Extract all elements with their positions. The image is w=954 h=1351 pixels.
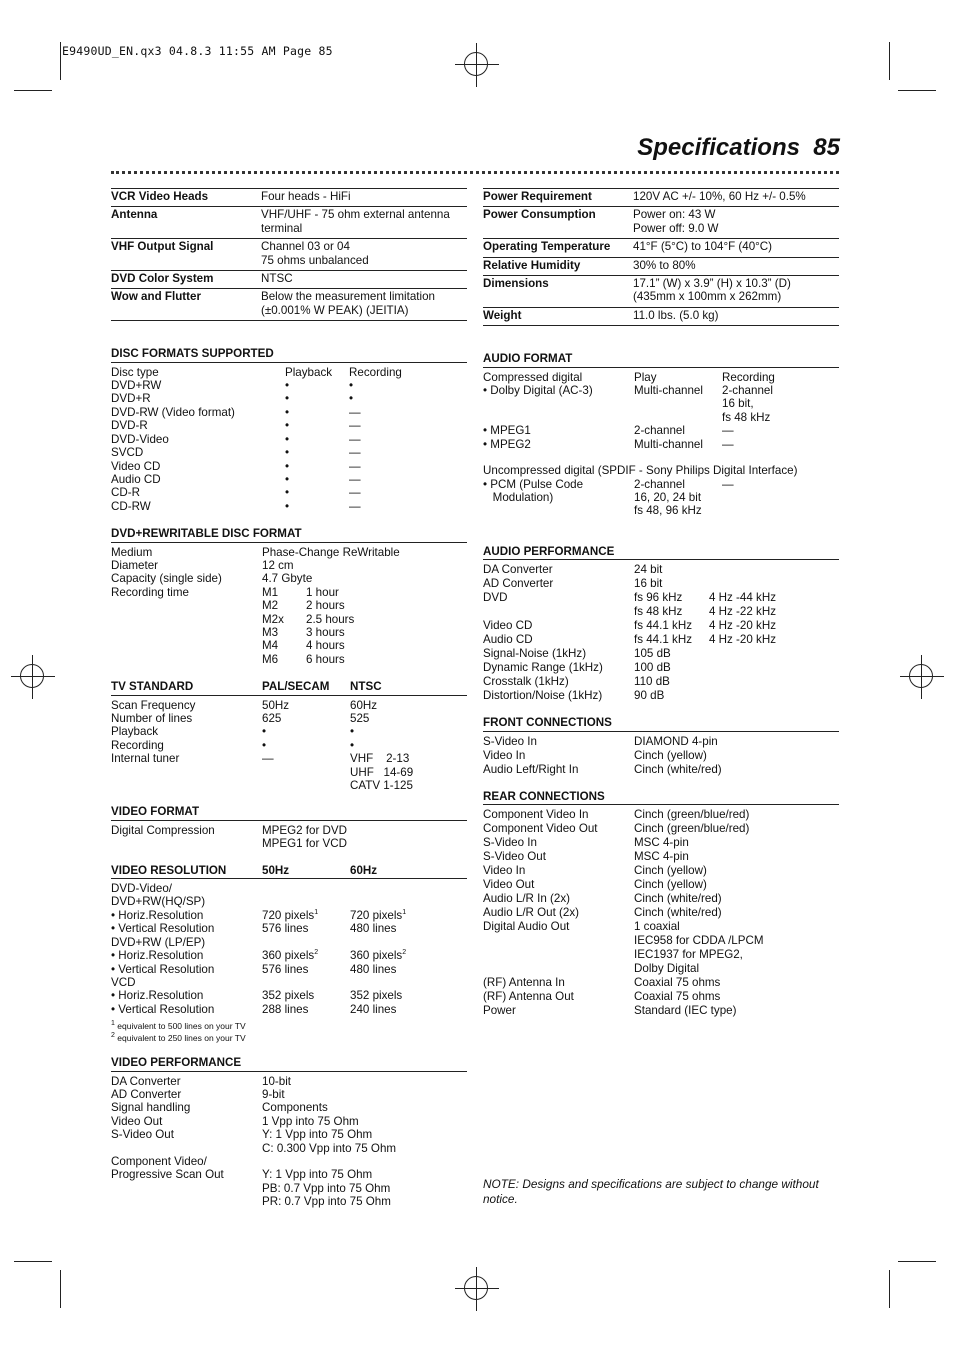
registration-mark-icon	[20, 664, 44, 688]
spec-row	[483, 207, 839, 239]
tv-labels: Scan Frequency Number of lines Playback Recording Internal tuner	[111, 698, 196, 766]
spec-row	[111, 207, 467, 239]
footnote: $^1$ equivalent to 500 lines on your TV	[111, 1020, 246, 1032]
spec-value: Channel 03 or 04 75 ohms unbalanced	[261, 240, 369, 267]
resolution-cell: • Vertical Resolution	[111, 922, 215, 936]
resolution-cell: 352 pixels	[350, 989, 403, 1003]
spec-label: Weight	[483, 308, 522, 322]
spec-value: 120V AC +/- 10%, 60 Hz +/- 0.5%	[633, 190, 806, 203]
rewritable-values: Phase-Change ReWritable 12 cm 4.7 Gbyte M1 M2 M2x M3 M4 M6	[262, 545, 400, 666]
resolution-cell: 720 pixels$^1$	[350, 908, 407, 922]
resolution-cell: 288 lines	[262, 1002, 309, 1016]
resolution-cell: 480 lines	[350, 962, 397, 976]
spec-label: Wow and Flutter	[111, 290, 201, 304]
video-format-label: Digital Compression	[111, 823, 215, 837]
resolution-cell: DVD+RW (LP/EP)	[111, 935, 206, 949]
resolution-row	[111, 922, 467, 935]
pcm-values: 2-channel 16, 20, 24 bit fs 48, 96 kHz	[634, 477, 702, 518]
resolution-cell: DVD-Video/	[111, 882, 173, 896]
heading-label: PAL/SECAM	[262, 680, 330, 694]
audio-performance-section	[483, 545, 839, 703]
spec-value: 41°F (5°C) to 104°F (40°C)	[633, 240, 773, 254]
resolution-cell	[262, 936, 350, 949]
power-specs-table	[483, 188, 839, 326]
recording-times: 1 hour 2 hours 2.5 hours 3 hours 4 hours 6 hours	[306, 585, 355, 666]
spec-row	[111, 271, 467, 289]
resolution-cell	[350, 895, 460, 908]
playback-list: Playback • • • • • • • • • •	[285, 365, 333, 513]
spec-label: Power Requirement	[483, 190, 592, 203]
pcm-recording: —	[722, 477, 734, 491]
crop-mark	[889, 42, 890, 80]
page-title: Specifications 85	[637, 134, 840, 161]
section-heading: VIDEO FORMAT	[111, 805, 467, 820]
section-heading	[111, 680, 467, 695]
spec-label: Power Consumption	[483, 208, 596, 222]
heading-label: TV STANDARD	[111, 680, 194, 694]
recording-list: Recording • • — — — — — — — —	[349, 365, 402, 513]
spec-value: 17.1” (W) x 3.9” (H) x 10.3” (D) (435mm x 100mm x 262mm)	[633, 277, 791, 304]
crop-mark	[14, 1261, 52, 1262]
spec-label: VHF Output Signal	[111, 240, 214, 254]
right-column	[483, 188, 839, 1018]
tv-standard-section	[111, 680, 467, 792]
rear-connection-labels: Component Video In Component Video Out S-Video In S-Video Out Video In Video Out Audio L/R In (2x) Audio L/R Out (2x) Digital Audio Out (RF) Antenna In (RF) Antenna Out Power	[483, 807, 598, 1017]
video-resolution-section	[111, 864, 467, 1044]
note-text: NOTE: Designs and specifications are subject to change without notice.	[483, 1177, 819, 1206]
resolution-cell: 720 pixels$^1$	[262, 908, 319, 922]
video-performance-section	[111, 1056, 467, 1208]
resolution-cell: • Vertical Resolution	[111, 1002, 215, 1016]
audio-format-section	[483, 352, 839, 517]
audio-format-labels: Compressed digital • Dolby Digital (AC-3) • MPEG1 • MPEG2	[483, 370, 593, 451]
registration-mark-icon	[464, 1276, 488, 1300]
resolution-cell	[262, 976, 350, 989]
resolution-cell: 480 lines	[350, 922, 397, 936]
spec-row	[483, 276, 839, 308]
spec-row	[111, 188, 467, 207]
section-heading: VIDEO PERFORMANCE	[111, 1056, 467, 1071]
crop-mark	[60, 1270, 61, 1308]
video-format-section	[111, 805, 467, 850]
crop-mark	[898, 1261, 936, 1262]
video-performance-values: 10-bit 9-bit Components 1 Vpp into 75 Ohm Y: 1 Vpp into 75 Ohm C: 0.300 Vpp into 75 Ohm Y: 1 Vpp into 75 Ohm PB: 0.7 Vpp into 75 Ohm PR: 0.7 Vpp into 75 Ohm	[262, 1074, 397, 1209]
heading-label: 50Hz	[262, 863, 290, 877]
rear-connections-section	[483, 790, 839, 1018]
resolution-cell	[350, 976, 460, 989]
rear-connection-values: Cinch (green/blue/red) Cinch (green/blue/red) MSC 4-pin MSC 4-pin Cinch (yellow) Cinch (yellow) Cinch (white/red) Cinch (white/red) 1 coaxial IEC958 for CDDA /LPCM IEC1937 for MPEG2, Dolby Digital Coaxial 75 ohms Coaxial 75 ohms Standard (IEC type)	[634, 807, 764, 1017]
footnote: $^2$ equivalent to 250 lines on your TV	[111, 1032, 246, 1044]
video-performance-labels: DA Converter AD Converter Signal handling Video Out S-Video Out Component Video/ Progressive Scan Out	[111, 1074, 224, 1182]
front-connection-labels: S-Video In Video In Audio Left/Right In	[483, 734, 579, 776]
resolution-row	[111, 1003, 467, 1016]
resolution-row	[111, 976, 467, 989]
spec-label: VCR Video Heads	[111, 190, 209, 203]
resolution-cell: 576 lines	[262, 922, 309, 936]
resolution-row	[111, 963, 467, 976]
resolution-cell: • Vertical Resolution	[111, 962, 215, 976]
resolution-cell: • Horiz.Resolution	[111, 989, 204, 1003]
uncompressed-label: Uncompressed digital (SPDIF - Sony Philips Digital Interface)	[483, 464, 798, 478]
pcm-label: • PCM (Pulse Code Modulation)	[483, 477, 584, 504]
section-heading: REAR CONNECTIONS	[483, 790, 839, 805]
dotted-rule	[111, 171, 839, 174]
resolution-cell: 576 lines	[262, 962, 309, 976]
resolution-cell: 240 lines	[350, 1002, 397, 1016]
heading-label: NTSC	[350, 680, 382, 694]
section-heading	[111, 864, 467, 879]
resolution-row	[111, 882, 467, 895]
spec-value: Power on: 43 W Power off: 9.0 W	[633, 208, 719, 235]
resolution-cell: VCD	[111, 975, 136, 989]
rewritable-labels: Medium Diameter Capacity (single side) Recording time	[111, 545, 222, 599]
front-connections-section	[483, 716, 839, 776]
spec-value: 11.0 lbs. (5.0 kg)	[633, 308, 719, 322]
registration-mark-icon	[464, 52, 488, 76]
resolution-cell	[350, 882, 460, 895]
audio-performance-values: 24 bit 16 bit fs 96 kHz fs 48 kHz fs 44.1 kHz fs 44.1 kHz 105 dB 100 dB 110 dB 90 dB	[634, 563, 692, 703]
spec-row	[483, 258, 839, 276]
crop-mark	[889, 1270, 890, 1308]
rewritable-section	[111, 527, 467, 666]
spec-value: Below the measurement limitation (±0.001% W PEAK) (JEITIA)	[261, 290, 435, 317]
spec-row	[111, 239, 467, 271]
spec-value: 30% to 80%	[633, 258, 696, 272]
resolution-cell: 360 pixels$^2$	[262, 949, 319, 963]
spec-row	[483, 239, 839, 257]
spec-value: Four heads - HiFi	[261, 190, 351, 203]
general-specs-table	[111, 188, 467, 321]
print-slug: E9490UD_EN.qx3 04.8.3 11:55 AM Page 85	[62, 44, 333, 58]
section-heading: DVD+REWRITABLE DISC FORMAT	[111, 527, 467, 542]
spec-label: Relative Humidity	[483, 258, 581, 272]
spec-row	[111, 289, 467, 321]
crop-mark	[60, 42, 61, 80]
resolution-cell: DVD+RW(HQ/SP)	[111, 895, 206, 909]
resolution-cell: 360 pixels$^2$	[350, 949, 407, 963]
disc-type-list: Disc type DVD+RW DVD+R DVD-RW (Video format) DVD-R DVD-Video SVCD Video CD Audio CD CD-R CD-RW	[111, 365, 235, 513]
heading-label: 60Hz	[350, 863, 378, 877]
section-heading: AUDIO PERFORMANCE	[483, 545, 839, 560]
spec-label: DVD Color System	[111, 272, 214, 286]
heading-label: VIDEO RESOLUTION	[111, 863, 227, 877]
play-values: Play Multi-channel 2-channel Multi-channel	[634, 370, 703, 451]
spec-value: VHF/UHF - 75 ohm external antenna terminal	[261, 208, 450, 235]
resolution-row	[111, 909, 467, 922]
resolution-row	[111, 949, 467, 962]
frequency-response: 4 Hz -44 kHz 4 Hz -22 kHz 4 Hz -20 kHz 4 Hz -20 kHz	[709, 591, 777, 647]
resolution-cell: 352 pixels	[262, 989, 315, 1003]
registration-mark-icon	[909, 664, 933, 688]
pal-values: 50Hz 625 • • —	[262, 698, 290, 766]
resolution-row	[111, 936, 467, 949]
resolution-row	[111, 989, 467, 1002]
resolution-cell	[262, 895, 350, 908]
disc-formats-section	[111, 347, 467, 513]
ntsc-values: 60Hz 525 • • VHF 2-13 UHF 14-69 CATV 1-125	[350, 698, 414, 793]
resolution-row	[111, 895, 467, 908]
front-connection-values: DIAMOND 4-pin Cinch (yellow) Cinch (white/red)	[634, 734, 722, 776]
section-heading: DISC FORMATS SUPPORTED	[111, 347, 467, 362]
section-heading: FRONT CONNECTIONS	[483, 716, 839, 731]
spec-label: Operating Temperature	[483, 240, 611, 254]
resolution-cell: • Horiz.Resolution	[111, 908, 204, 922]
resolution-cell: • Horiz.Resolution	[111, 949, 204, 963]
spec-label: Antenna	[111, 208, 158, 222]
resolution-cell	[350, 936, 460, 949]
resolution-table	[111, 882, 467, 1016]
recording-values: Recording 2-channel 16 bit, fs 48 kHz — —	[722, 370, 775, 451]
audio-performance-labels: DA Converter AD Converter DVD Video CD Audio CD Signal-Noise (1kHz) Dynamic Range (1kHz) Crosstalk (1kHz) Distortion/Noise (1kHz)	[483, 563, 603, 703]
section-heading: AUDIO FORMAT	[483, 352, 839, 367]
spec-row	[483, 308, 839, 326]
left-column	[111, 188, 467, 1209]
spec-value: NTSC	[261, 272, 293, 286]
crop-mark	[14, 90, 52, 91]
spec-row	[483, 188, 839, 207]
spec-label: Dimensions	[483, 277, 549, 291]
crop-mark	[898, 90, 936, 91]
video-format-value: MPEG2 for DVD MPEG1 for VCD	[262, 823, 348, 851]
resolution-cell	[262, 882, 350, 895]
